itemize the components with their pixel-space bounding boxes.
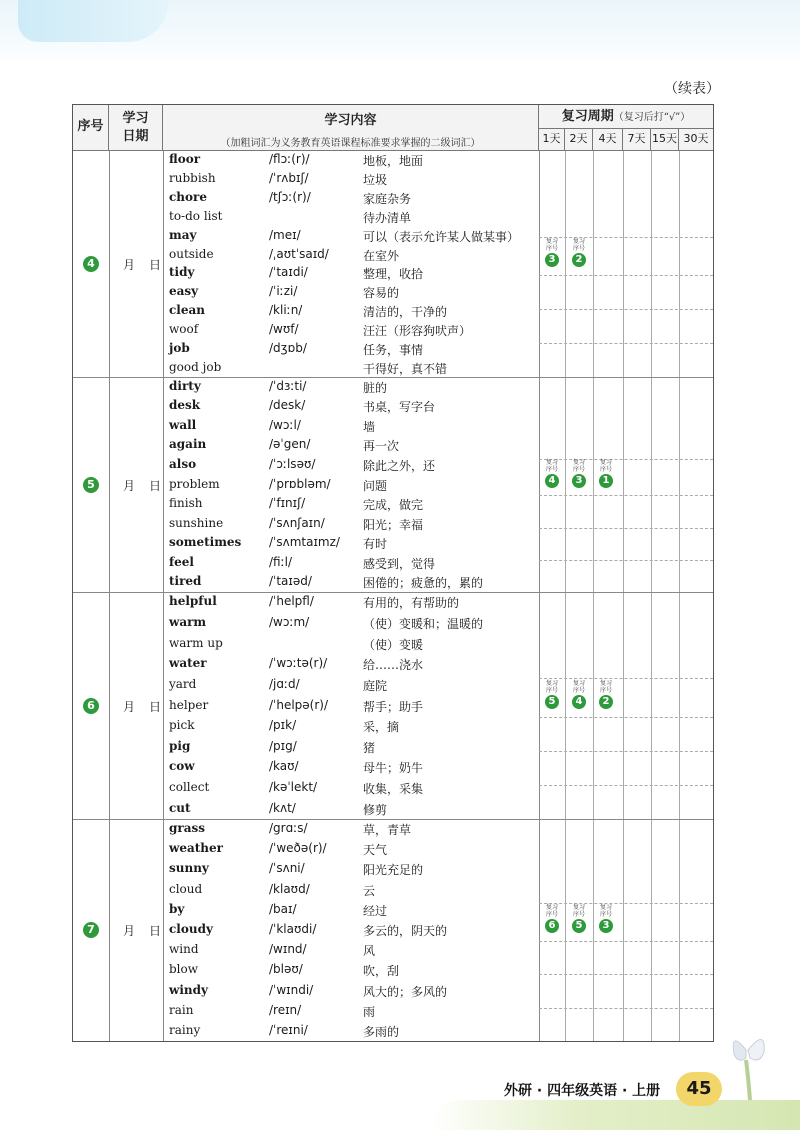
vocab-meaning: 风 bbox=[363, 944, 376, 959]
review-ref-label: 复习序号 bbox=[599, 458, 612, 473]
vocab-meaning: 可以（表示允许某人做某事） bbox=[363, 229, 520, 244]
review-ref-badge bbox=[541, 680, 563, 709]
vocab-meaning: 经过 bbox=[363, 903, 388, 918]
vocab-meaning: 阳光充足的 bbox=[363, 863, 424, 878]
vocab-phonetic: /əˈgen/ bbox=[269, 437, 311, 452]
review-ref-number: 3 bbox=[572, 474, 586, 488]
vocab-word: may bbox=[169, 227, 197, 242]
review-ref-badge bbox=[568, 238, 590, 267]
review-day-6: 30天 bbox=[679, 129, 713, 151]
vocab-meaning: 完成，做完 bbox=[363, 498, 424, 513]
vocab-phonetic: /wɔːl/ bbox=[269, 417, 301, 432]
vocab-word: sunny bbox=[169, 861, 209, 876]
vocab-word: cow bbox=[169, 759, 195, 774]
vocab-meaning: 清洁的，干净的 bbox=[363, 305, 448, 320]
vocab-word: wind bbox=[169, 942, 199, 957]
column-divider bbox=[109, 151, 110, 1041]
vocab-phonetic: /kliːn/ bbox=[269, 303, 303, 318]
vocab-word: warm up bbox=[169, 635, 223, 650]
vocab-word: again bbox=[169, 437, 207, 452]
vocab-phonetic: /ˈklaʊdi/ bbox=[269, 922, 317, 936]
vocab-word: collect bbox=[169, 780, 210, 795]
review-ref-badge bbox=[595, 680, 617, 709]
vocab-phonetic: /fiːl/ bbox=[269, 554, 293, 569]
column-divider bbox=[163, 151, 164, 1041]
review-guide-line bbox=[539, 343, 713, 344]
vocab-meaning: （使）变暖和；温暖的 bbox=[363, 616, 484, 631]
vocab-word: tidy bbox=[169, 265, 195, 280]
vocab-phonetic: /ˈɔːlsəʊ/ bbox=[269, 456, 316, 471]
vocab-phonetic: /ˈfɪnɪʃ/ bbox=[269, 496, 306, 511]
vocab-word: sunshine bbox=[169, 515, 224, 530]
vocab-phonetic: /desk/ bbox=[269, 398, 306, 413]
review-guide-line bbox=[539, 1008, 713, 1009]
vocab-phonetic: /ˈhelpə(r)/ bbox=[269, 697, 329, 712]
vocab-meaning: 除此之外，还 bbox=[363, 458, 436, 473]
page-number: 45 bbox=[676, 1072, 722, 1106]
vocab-word: yard bbox=[169, 676, 197, 691]
vocab-phonetic: /ˈsʌni/ bbox=[269, 861, 305, 876]
review-ref-number: 3 bbox=[545, 253, 559, 267]
review-ref-label: 复习序号 bbox=[572, 238, 585, 252]
vocab-meaning: 脏的 bbox=[363, 380, 388, 395]
review-ref-badge bbox=[568, 680, 590, 709]
vocab-phonetic: /wɔːm/ bbox=[269, 614, 310, 629]
vocab-phonetic: /grɑːs/ bbox=[269, 821, 308, 836]
vocab-meaning: 问题 bbox=[363, 478, 388, 493]
vocab-meaning: 干得好，真不错 bbox=[363, 361, 448, 376]
review-guide-line bbox=[539, 717, 713, 718]
vocab-meaning: 再一次 bbox=[363, 439, 400, 454]
review-ref-number: 4 bbox=[545, 474, 559, 488]
vocab-word: blow bbox=[169, 962, 199, 977]
vocab-word: cut bbox=[169, 800, 191, 815]
review-ref-number: 5 bbox=[545, 695, 559, 709]
vocab-word: job bbox=[169, 340, 190, 355]
review-ref-label: 复习序号 bbox=[599, 904, 612, 918]
review-ref-number: 2 bbox=[572, 253, 586, 267]
group-number-badge: 6 bbox=[83, 698, 99, 714]
vocab-word: easy bbox=[169, 284, 199, 299]
vocab-meaning: （使）变暖 bbox=[363, 637, 424, 652]
group-divider bbox=[73, 592, 713, 593]
review-guide-line bbox=[539, 237, 713, 238]
month-label: 月 bbox=[123, 924, 136, 938]
vocab-word: chore bbox=[169, 190, 207, 205]
review-guide-line bbox=[539, 751, 713, 752]
vocab-phonetic: /tʃɔː(r)/ bbox=[269, 190, 311, 205]
vocab-meaning: 采，摘 bbox=[363, 720, 400, 735]
vocab-word: rainy bbox=[169, 1022, 201, 1037]
header-content-cell bbox=[163, 105, 539, 151]
review-ref-badge bbox=[595, 904, 617, 933]
month-label: 月 bbox=[123, 478, 136, 493]
review-ref-label: 复习序号 bbox=[545, 238, 558, 252]
vocab-phonetic: /pɪk/ bbox=[269, 718, 297, 733]
vocab-word: cloudy bbox=[169, 922, 213, 936]
vocab-word: helpful bbox=[169, 594, 217, 609]
vocab-word: pick bbox=[169, 718, 195, 733]
review-ref-badge bbox=[595, 459, 617, 488]
vocab-word: woof bbox=[169, 321, 199, 336]
vocab-phonetic: /klaʊd/ bbox=[269, 881, 310, 896]
vocab-phonetic: /wʊf/ bbox=[269, 321, 299, 336]
vocab-phonetic: /ˈsʌnʃaɪn/ bbox=[269, 515, 325, 530]
header-review-cell bbox=[539, 105, 713, 129]
header-review-note: （复习后打“√”） bbox=[613, 112, 691, 123]
vocab-word: cloud bbox=[169, 881, 203, 896]
review-ref-label: 复习序号 bbox=[545, 458, 558, 473]
vocab-meaning: 吹，刮 bbox=[363, 964, 400, 979]
review-guide-line bbox=[539, 309, 713, 310]
review-guide-line bbox=[539, 785, 713, 786]
vocab-word: good job bbox=[169, 359, 222, 374]
vocab-phonetic: /ˈiːzi/ bbox=[269, 284, 298, 299]
continued-label: （续表） bbox=[664, 81, 720, 97]
review-guide-line bbox=[539, 528, 713, 529]
vocab-meaning: 给……浇水 bbox=[363, 658, 424, 673]
review-ref-label: 复习序号 bbox=[572, 458, 585, 473]
vocab-meaning: 修剪 bbox=[363, 802, 388, 817]
vocab-word: problem bbox=[169, 476, 220, 491]
review-guide-line bbox=[539, 903, 713, 904]
column-divider bbox=[623, 151, 624, 1041]
vocab-word: clean bbox=[169, 303, 205, 318]
vocab-meaning: 多云的，阴天的 bbox=[363, 924, 448, 938]
review-ref-number: 4 bbox=[572, 695, 586, 709]
vocab-phonetic: /ˈwɪndi/ bbox=[269, 982, 314, 997]
vocab-meaning: 书桌，写字台 bbox=[363, 400, 436, 415]
vocab-phonetic: /kəˈlekt/ bbox=[269, 780, 318, 795]
vocab-phonetic: /flɔː(r)/ bbox=[269, 152, 310, 167]
vocab-word: feel bbox=[169, 554, 194, 569]
vocab-word: tired bbox=[169, 574, 202, 589]
review-ref-label: 复习序号 bbox=[599, 679, 612, 694]
column-divider bbox=[565, 151, 566, 1041]
vocab-word: rubbish bbox=[169, 171, 216, 186]
review-guide-line bbox=[539, 275, 713, 276]
vocab-word: water bbox=[169, 656, 207, 671]
column-divider bbox=[593, 151, 594, 1041]
vocab-word: dirty bbox=[169, 378, 201, 393]
vocab-phonetic: /kaʊ/ bbox=[269, 759, 299, 774]
vocab-meaning: 汪汪（形容狗吠声） bbox=[363, 323, 472, 338]
month-label: 月 bbox=[123, 699, 136, 714]
group-number-badge: 7 bbox=[83, 922, 99, 938]
vocab-meaning: 有用的，有帮助的 bbox=[363, 596, 460, 611]
vocab-meaning: 帮手；助手 bbox=[363, 699, 424, 714]
vocab-word: also bbox=[169, 456, 197, 471]
grass-decoration bbox=[430, 1100, 800, 1130]
vocab-meaning: 整理，收拾 bbox=[363, 267, 424, 282]
vocab-meaning: 任务，事情 bbox=[363, 342, 424, 357]
day-label: 日 bbox=[149, 699, 162, 714]
day-label: 日 bbox=[149, 924, 162, 938]
vocab-phonetic: /ˌaʊtˈsaɪd/ bbox=[269, 246, 329, 261]
vocab-meaning: 云 bbox=[363, 883, 376, 898]
vocab-phonetic: /jɑːd/ bbox=[269, 676, 300, 691]
review-ref-badge bbox=[541, 238, 563, 267]
group-divider bbox=[73, 819, 713, 820]
vocab-meaning: 庭院 bbox=[363, 678, 388, 693]
column-divider bbox=[651, 151, 652, 1041]
vocab-meaning: 天气 bbox=[363, 843, 388, 858]
vocab-meaning: 收集，采集 bbox=[363, 782, 424, 797]
vocab-word: to-do list bbox=[169, 208, 223, 223]
vocab-word: outside bbox=[169, 246, 214, 261]
vocab-meaning: 家庭杂务 bbox=[363, 192, 412, 207]
vocab-phonetic: /ˈweðə(r)/ bbox=[269, 841, 327, 856]
vocab-word: finish bbox=[169, 496, 203, 511]
vocab-phonetic: /ˈprɒbləm/ bbox=[269, 476, 331, 491]
vocab-meaning: 母牛；奶牛 bbox=[363, 761, 424, 776]
review-day-1: 1天 bbox=[539, 129, 565, 151]
vocab-word: warm bbox=[169, 614, 207, 629]
header-review-title: 复习周期 bbox=[561, 109, 614, 124]
group-number-badge: 5 bbox=[83, 477, 99, 493]
header-content-note: （加粗词汇为义务教育英语课程标准要求掌握的二级词汇） bbox=[220, 138, 481, 149]
review-ref-label: 复习序号 bbox=[572, 904, 585, 918]
review-ref-label: 复习序号 bbox=[545, 904, 558, 918]
day-label: 日 bbox=[149, 258, 162, 272]
vocab-meaning: 在室外 bbox=[363, 248, 400, 263]
header-content-title: 学习内容 bbox=[324, 113, 377, 128]
review-guide-line bbox=[539, 560, 713, 561]
column-divider bbox=[679, 151, 680, 1041]
review-ref-label: 复习序号 bbox=[545, 679, 558, 694]
vocab-phonetic: /ˈtaɪdi/ bbox=[269, 265, 308, 280]
vocab-meaning: 墙 bbox=[363, 419, 376, 434]
review-day-3: 4天 bbox=[593, 129, 623, 151]
vocab-phonetic: /ˈsʌmtaɪmz/ bbox=[269, 535, 340, 550]
day-label: 日 bbox=[149, 478, 162, 493]
vocab-meaning: 猪 bbox=[363, 740, 376, 755]
vocab-phonetic: /dʒɒb/ bbox=[269, 340, 307, 355]
vocab-meaning: 有时 bbox=[363, 537, 388, 552]
vocab-meaning: 风大的；多风的 bbox=[363, 984, 448, 999]
vocab-meaning: 雨 bbox=[363, 1004, 376, 1019]
column-divider bbox=[539, 151, 540, 1041]
review-guide-line bbox=[539, 495, 713, 496]
top-decoration-shape bbox=[18, 0, 168, 42]
vocab-word: helper bbox=[169, 697, 209, 712]
header-date-cell bbox=[109, 105, 163, 151]
vocab-phonetic: /ˈwɔːtə(r)/ bbox=[269, 656, 328, 671]
review-guide-line bbox=[539, 459, 713, 460]
group-number-badge: 4 bbox=[83, 256, 99, 272]
vocab-meaning: 感受到，觉得 bbox=[363, 556, 436, 571]
vocab-meaning: 多雨的 bbox=[363, 1024, 400, 1039]
vocab-phonetic: /bləʊ/ bbox=[269, 962, 303, 977]
vocab-word: desk bbox=[169, 398, 201, 413]
vocab-meaning: 容易的 bbox=[363, 286, 400, 301]
vocab-meaning: 地板，地面 bbox=[363, 154, 424, 169]
vocab-phonetic: /baɪ/ bbox=[269, 901, 297, 916]
vocab-word: grass bbox=[169, 821, 205, 836]
vocab-phonetic: /ˈdɜːti/ bbox=[269, 378, 307, 393]
vocab-word: windy bbox=[169, 982, 208, 997]
vocab-phonetic: /kʌt/ bbox=[269, 800, 296, 815]
vocab-phonetic: /pɪg/ bbox=[269, 738, 297, 753]
review-ref-badge bbox=[541, 904, 563, 933]
vocab-meaning: 草，青草 bbox=[363, 823, 412, 838]
vocab-word: rain bbox=[169, 1002, 194, 1017]
vocab-phonetic: /meɪ/ bbox=[269, 227, 301, 242]
review-ref-number: 3 bbox=[599, 919, 613, 933]
review-day-5: 15天 bbox=[651, 129, 679, 151]
review-ref-number: 1 bbox=[599, 474, 613, 488]
vocab-word: pig bbox=[169, 738, 191, 753]
review-ref-number: 5 bbox=[572, 919, 586, 933]
review-guide-line bbox=[539, 678, 713, 679]
vocab-phonetic: /ˈhelpfl/ bbox=[269, 594, 314, 609]
vocab-phonetic: /ˈrʌbɪʃ/ bbox=[269, 171, 309, 186]
vocab-word: floor bbox=[169, 152, 201, 167]
review-ref-number: 2 bbox=[599, 695, 613, 709]
vocab-word: sometimes bbox=[169, 535, 242, 550]
month-label: 月 bbox=[123, 258, 136, 272]
vocab-meaning: 待办清单 bbox=[363, 210, 412, 225]
header-date: 学习日期 bbox=[122, 111, 149, 144]
footer-book-title: 外研 · 四年级英语 · 上册 bbox=[504, 1083, 661, 1099]
review-ref-badge bbox=[568, 459, 590, 488]
review-guide-line bbox=[539, 974, 713, 975]
vocab-phonetic: /wɪnd/ bbox=[269, 942, 307, 957]
review-ref-badge bbox=[541, 459, 563, 488]
vocabulary-table bbox=[72, 104, 714, 1042]
vocab-phonetic: /ˈtaɪəd/ bbox=[269, 574, 312, 589]
vocab-word: wall bbox=[169, 417, 197, 432]
review-day-2: 2天 bbox=[565, 129, 593, 151]
vocab-meaning: 困倦的；疲惫的，累的 bbox=[363, 576, 484, 591]
review-ref-label: 复习序号 bbox=[572, 679, 585, 694]
vocab-meaning: 阳光；幸福 bbox=[363, 517, 424, 532]
review-ref-badge bbox=[568, 904, 590, 933]
vocab-word: by bbox=[169, 901, 185, 916]
header-seq-cell bbox=[73, 105, 109, 151]
header-seq: 序号 bbox=[77, 119, 104, 134]
vocab-meaning: 垃圾 bbox=[363, 173, 388, 188]
vocab-phonetic: /ˈreɪni/ bbox=[269, 1022, 308, 1037]
review-ref-number: 6 bbox=[545, 919, 559, 933]
review-day-4: 7天 bbox=[623, 129, 651, 151]
vocab-phonetic: /reɪn/ bbox=[269, 1002, 302, 1017]
review-guide-line bbox=[539, 941, 713, 942]
vocab-word: weather bbox=[169, 841, 223, 856]
